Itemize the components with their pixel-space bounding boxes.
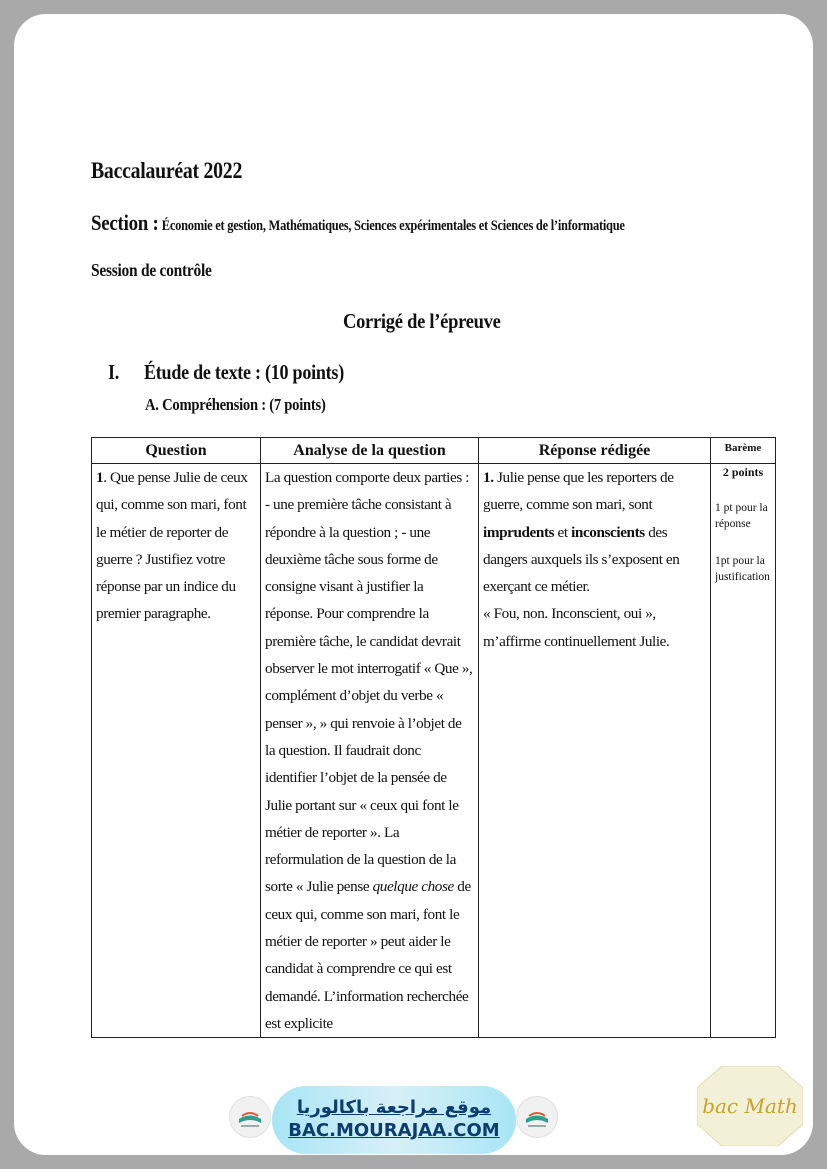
page-content [14,14,813,1155]
bareme-note-answer: 1 pt pour la réponse [715,502,768,530]
answer-number: 1. [483,469,494,486]
analysis-part2: de ceux qui, comme son mari, font le métier de reporter » peut aider le candidat à comprendre ce qui est demandé. L’information recherchée est explicite [265,878,471,1032]
table-header-row [92,438,776,464]
header-question: Question [92,438,261,464]
section-value: Économie et gestion, Mathématiques, Sciences expérimentales et Sciences de l’informatique [161,218,625,234]
analysis-text [265,464,474,1037]
part-number: I. [108,360,120,384]
part-title: Étude de texte : (10 points) [144,360,344,384]
header-analysis: Analyse de la question [261,438,479,464]
document-title: Corrigé de l’épreuve [343,309,501,333]
logo-text: bac Math [702,1094,798,1118]
answer-bold2: inconscients [571,523,645,541]
exam-title: Baccalauréat 2022 [91,158,243,183]
header-answer: Réponse rédigée [479,438,711,464]
table-row [92,464,776,1038]
answer-quote: « Fou, non. Inconscient, oui », m’affirme continuellement Julie. [483,605,670,650]
book-logo-icon [229,1096,271,1138]
session-label: Session de contrôle [91,260,212,280]
bareme-note-justification: 1pt pour la justification [715,555,770,583]
site-name-arabic[interactable]: موقع مراجعة باكالوريا [296,1097,492,1118]
answer-part1: Julie pense que les reporters de guerre, comme son mari, sont [483,469,674,514]
bareme-cell [711,464,776,1038]
document-page [14,14,813,1155]
answer-part2: et [557,523,568,541]
answer-part3: des dangers auxquels ils s’exposent en exerçant ce métier. [483,523,680,596]
question-body: . Que pense Julie de ceux qui, comme son mari, font le métier de reporter de guerre ? Justifiez votre réponse par un indice du premier paragraphe. [96,469,248,623]
site-banner-link[interactable] [272,1086,516,1154]
bareme-points: 2 points [722,465,764,479]
section-line [91,210,625,236]
question-number: 1 [96,469,104,486]
section-label: Section : [91,210,159,235]
correction-table [91,437,776,1038]
question-cell [92,464,261,1038]
part-subtitle: A. Compréhension : (7 points) [145,395,326,414]
analysis-italic: quelque chose [372,878,454,896]
answer-bold1: imprudents [483,523,555,541]
site-url[interactable]: BAC.MOURAJAA.COM [288,1120,500,1141]
answer-text [483,464,706,655]
book-logo-icon [516,1096,558,1138]
analysis-cell [261,464,479,1038]
header-bareme: Barème [711,438,776,464]
answer-cell [479,464,711,1038]
question-text [96,464,256,628]
analysis-part1: La question comporte deux parties : - une première tâche consistant à répondre à la question ; - une deuxième tâche sous forme de consigne visant à justifier la réponse. Pour comprendre la première tâche, le candidat devrait observer le mot interrogatif « Que », complément d’objet du verbe « penser », » qui renvoie à l’objet de la question. Il faudrait donc identifier l’objet de la pensée de Julie portant sur « ceux qui font le métier de reporter ». La reformulation de la question de la sorte « Julie pense [265,469,473,896]
